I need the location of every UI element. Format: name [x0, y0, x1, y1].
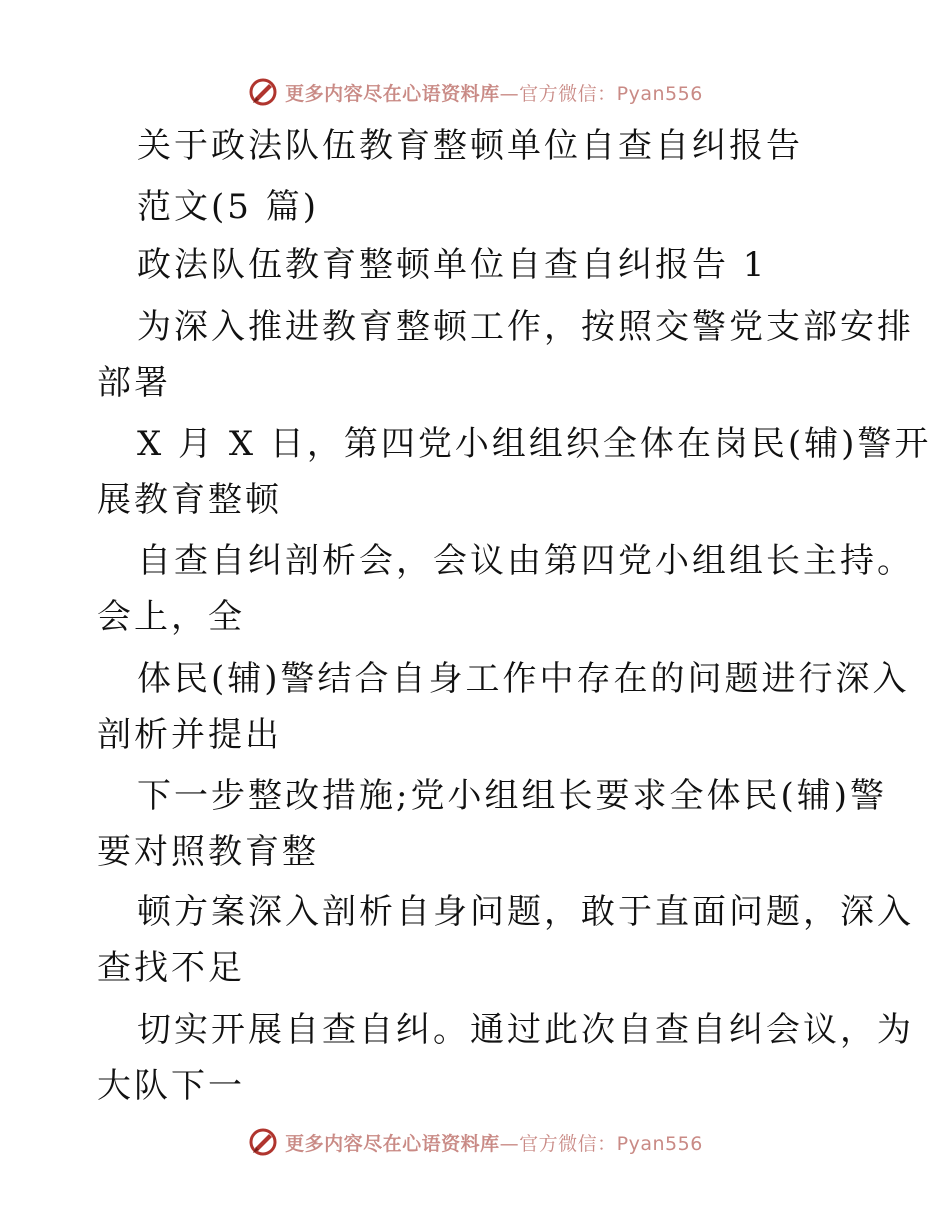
paragraph-line: 会上，全	[97, 597, 245, 637]
paragraph-line: 体民(辅)警结合自身工作中存在的问题进行深入	[137, 659, 910, 699]
watermark-text: 更多内容尽在心语资料库—官方微信：Pyan556	[285, 82, 703, 105]
section-heading: 政法队伍教育整顿单位自查自纠报告 1	[137, 245, 768, 285]
paragraph-line: 自查自纠剖析会，会议由第四党小组组长主持。	[137, 541, 914, 581]
paragraph-line: 剖析并提出	[97, 715, 282, 755]
doc-title-line-2: 范文(5 篇)	[137, 187, 319, 227]
paragraph-line: 展教育整顿	[97, 480, 282, 520]
paragraph-line: 部署	[97, 363, 171, 403]
paragraph-line: 下一步整改措施;党小组组长要求全体民(辅)警	[137, 776, 887, 816]
watermark-text: 更多内容尽在心语资料库—官方微信：Pyan556	[285, 1132, 703, 1155]
paragraph-line: 顿方案深入剖析自身问题，敢于直面问题，深入	[137, 892, 914, 932]
watermark-footer	[0, 1122, 950, 1162]
pen-logo-icon	[247, 1126, 279, 1158]
pen-logo-icon	[247, 76, 279, 108]
doc-title-line-1: 关于政法队伍教育整顿单位自查自纠报告	[137, 126, 803, 166]
paragraph-line: 切实开展自查自纠。通过此次自查自纠会议，为	[137, 1010, 914, 1050]
paragraph-line: 为深入推进教育整顿工作，按照交警党支部安排	[137, 307, 914, 347]
paragraph-line: X 月 X 日，第四党小组组织全体在岗民(辅)警开	[137, 424, 932, 464]
paragraph-line: 要对照教育整	[97, 832, 319, 872]
paragraph-line: 查找不足	[97, 948, 245, 988]
watermark-header	[0, 72, 950, 112]
paragraph-line: 大队下一	[97, 1066, 245, 1106]
